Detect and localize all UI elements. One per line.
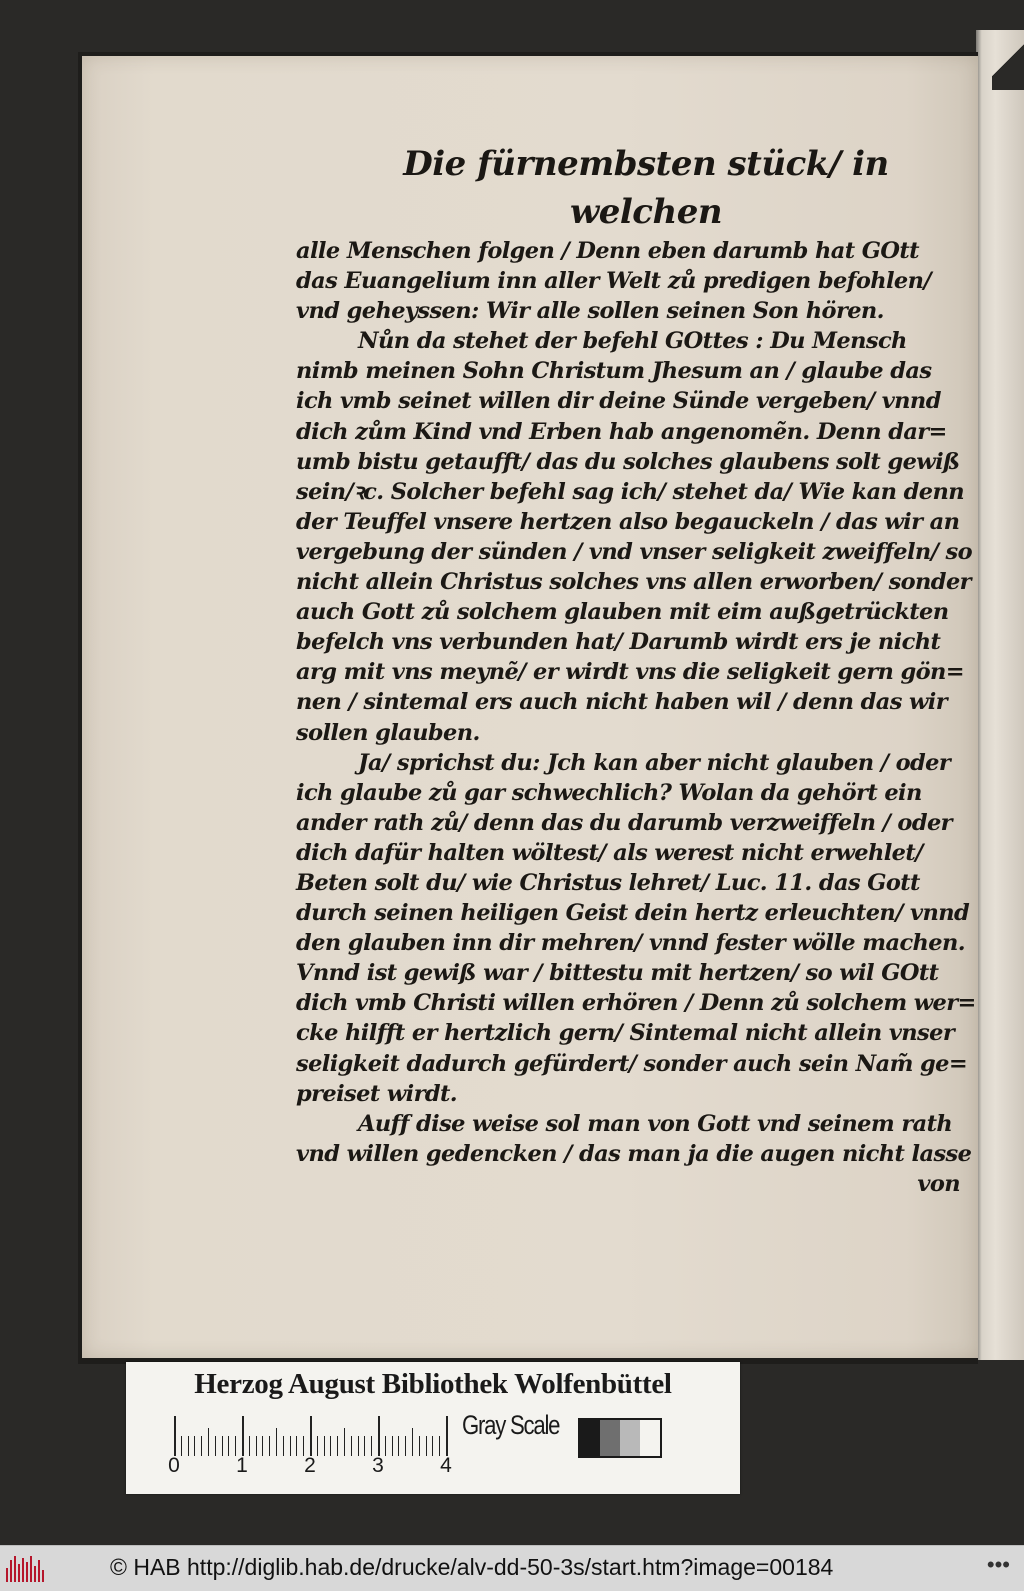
text-line: Vnnd ist gewiß war / bittestu mit hertzen/ so wil GOtt [296, 960, 939, 987]
ruler-tick [310, 1416, 312, 1456]
footer-bar [0, 1545, 1024, 1591]
ruler-tick [188, 1436, 189, 1456]
gray-swatch [580, 1420, 600, 1456]
ruler-tick [296, 1436, 297, 1456]
logo-bar [18, 1564, 20, 1582]
ruler-tick [174, 1416, 176, 1456]
ruler-tick [439, 1436, 440, 1456]
hab-logo-icon [6, 1556, 46, 1582]
text-line: Nůn da stehet der befehl GOttes : Du Mensch [358, 328, 907, 355]
logo-bar [34, 1566, 36, 1582]
logo-bar [22, 1558, 24, 1582]
text-line: befelch vns verbunden hat/ Darumb wirdt ers je nicht [296, 629, 941, 656]
text-line: vnd willen gedencken / das man ja die augen nicht lasse [296, 1140, 972, 1167]
ruler-tick [412, 1428, 413, 1456]
ruler-tick [351, 1436, 352, 1456]
ruler-tick [269, 1436, 270, 1456]
text-line: ander rath zů/ denn das du darumb verzweiffeln / oder [296, 809, 952, 836]
logo-bar [30, 1556, 32, 1582]
adjacent-page-edge [976, 30, 1024, 1360]
text-line: dich zům Kind vnd Erben hab angenomẽn. Denn dar= [296, 418, 947, 445]
ruler-tick [181, 1436, 182, 1456]
ruler-number: 1 [236, 1454, 248, 1477]
more-menu-icon[interactable]: ••• [986, 1552, 1010, 1577]
text-line: seligkeit dadurch gefürdert/ sonder auch sein Nam̃ ge= [296, 1050, 968, 1077]
text-line: alle Menschen folgen / Denn eben darumb hat GOtt [296, 238, 919, 264]
ruler-tick [276, 1428, 277, 1456]
running-heading: Die fürnembsten stück/ in welchen [403, 144, 889, 232]
text-line: preiset wirdt. [296, 1080, 457, 1107]
ruler-tick [262, 1436, 263, 1456]
text-line: ich vmb seinet willen dir deine Sünde vergeben/ vnnd [296, 388, 941, 415]
centimeter-ruler [174, 1414, 446, 1456]
text-line: nimb meinen Sohn Christum Jhesum an / glaube das [296, 358, 932, 385]
ruler-number: 3 [372, 1454, 384, 1477]
ruler-tick [344, 1428, 345, 1456]
library-name: Herzog August Bibliothek Wolfenbüttel [194, 1368, 672, 1400]
text-line: dich vmb Christi willen erhören / Denn zů solchem wer= [296, 990, 976, 1017]
gray-scale-label: Gray Scale [462, 1410, 560, 1440]
ruler-tick [378, 1416, 380, 1456]
ruler-tick [249, 1436, 250, 1456]
ruler-tick [317, 1436, 318, 1456]
ruler-number: 0 [168, 1454, 180, 1477]
gray-swatch [640, 1420, 660, 1456]
ruler-tick [208, 1428, 209, 1456]
ruler-tick [364, 1436, 365, 1456]
ruler-tick [324, 1436, 325, 1456]
text-line: sein/ꝛc. Solcher befehl sag ich/ stehet da/ Wie kan denn [296, 478, 964, 505]
ruler-tick [283, 1436, 284, 1456]
ruler-number: 4 [440, 1454, 452, 1477]
body-text [296, 236, 976, 1199]
logo-bar [26, 1562, 28, 1582]
ruler-tick [392, 1436, 393, 1456]
text-line: sollen glauben. [296, 719, 480, 746]
ruler-tick [426, 1436, 427, 1456]
ruler-tick [235, 1436, 236, 1456]
text-line: auch Gott zů solchem glauben mit eim außgetrückten [296, 599, 949, 626]
logo-bar [10, 1560, 12, 1582]
text-line: cke hilfft er hertzlich gern/ Sintemal nicht allein vnser [296, 1020, 955, 1047]
ruler-tick [222, 1436, 223, 1456]
text-line: den glauben inn dir mehren/ vnnd fester wölle machen. [296, 930, 966, 957]
copyright-url[interactable]: © HAB http://diglib.hab.de/drucke/alv-dd-50-3s/start.htm?image=00184 [110, 1554, 834, 1580]
ruler-tick [215, 1436, 216, 1456]
ruler-tick [330, 1436, 331, 1456]
logo-bar [38, 1560, 40, 1582]
ruler-tick [446, 1416, 448, 1456]
gray-scale-swatches [578, 1418, 662, 1458]
ruler-tick [419, 1436, 420, 1456]
logo-bar [14, 1556, 16, 1582]
ruler-tick [194, 1436, 195, 1456]
text-line: von [917, 1170, 960, 1197]
ruler-number: 2 [304, 1454, 316, 1477]
ruler-tick [201, 1436, 202, 1456]
ruler-tick [228, 1436, 229, 1456]
text-line: der Teuffel vnsere hertzen also begauckeln / das wir an [296, 508, 960, 535]
text-line: Ja/ sprichst du: Jch kan aber nicht glauben / oder [358, 749, 951, 776]
text-line: vnd geheyssen: Wir alle sollen seinen Son hören. [296, 298, 884, 325]
logo-bar [42, 1570, 44, 1582]
logo-bar [6, 1568, 8, 1582]
ruler-tick [337, 1436, 338, 1456]
color-target-card [126, 1362, 740, 1494]
gray-swatch [620, 1420, 640, 1456]
ruler-tick [371, 1436, 372, 1456]
ruler-tick [256, 1436, 257, 1456]
page-text-block [296, 140, 976, 1199]
text-line: das Euangelium inn aller Welt zů predigen befohlen/ [296, 268, 932, 295]
text-line: nen / sintemal ers auch nicht haben wil / denn das wir [296, 689, 947, 716]
ruler-tick [290, 1436, 291, 1456]
ruler-tick [398, 1436, 399, 1456]
ruler-tick [385, 1436, 386, 1456]
gray-swatch [600, 1420, 620, 1456]
text-line: arg mit vns meynẽ/ er wirdt vns die seligkeit gern gön= [296, 659, 965, 686]
ruler-tick [405, 1436, 406, 1456]
text-line: nicht allein Christus solches vns allen erworben/ sonder [296, 569, 971, 596]
text-line: ich glaube zů gar schwechlich? Wolan da gehört ein [296, 779, 922, 806]
ruler-tick [432, 1436, 433, 1456]
text-line: Auff dise weise sol man von Gott vnd seinem rath [358, 1110, 953, 1137]
text-line: durch seinen heiligen Geist dein hertz erleuchten/ vnnd [296, 900, 970, 927]
ruler-tick [303, 1436, 304, 1456]
text-line: dich dafür halten wöltest/ als werest nicht erwehlet/ [296, 839, 923, 866]
text-line: Beten solt du/ wie Christus lehret/ Luc. 11. das Gott [296, 869, 920, 896]
text-line: vergebung der sünden / vnd vnser seligkeit zweiffeln/ so [296, 538, 973, 565]
ruler-tick [358, 1436, 359, 1456]
text-line: umb bistu getaufft/ das du solches glaubens solt gewiß [296, 448, 960, 475]
ruler-tick [242, 1416, 244, 1456]
